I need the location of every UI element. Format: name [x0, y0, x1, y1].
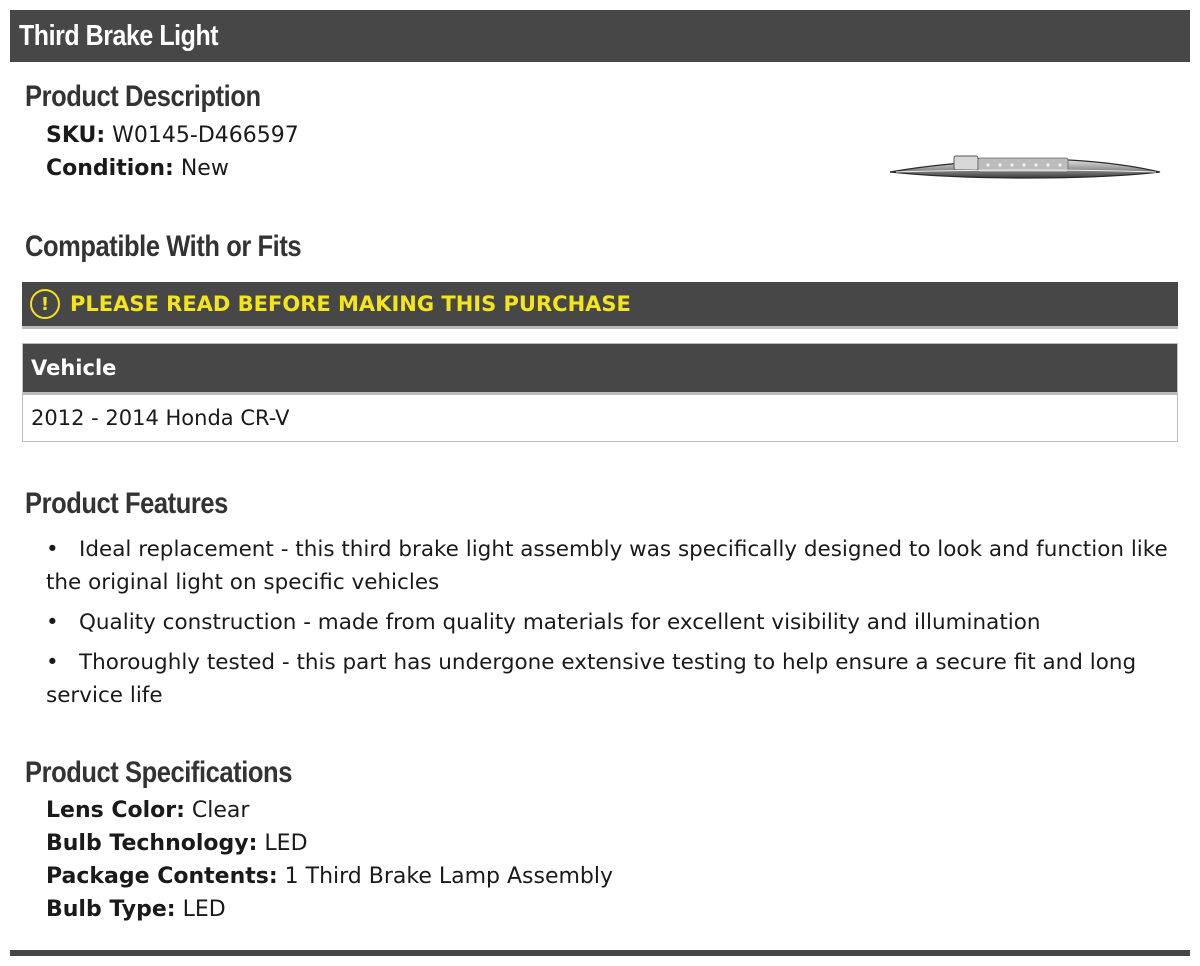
- bottom-divider: [10, 950, 1190, 956]
- description-heading: Product Description: [25, 80, 261, 113]
- spec-label: Bulb Technology:: [46, 831, 258, 856]
- sku-line: [46, 120, 299, 152]
- spec-value: LED: [182, 897, 226, 922]
- page-title-bar: [10, 10, 1190, 62]
- purchase-notice: [22, 282, 1178, 329]
- spec-value: 1 Third Brake Lamp Assembly: [284, 864, 614, 889]
- spec-line: [46, 795, 249, 827]
- vehicle-table-header: Vehicle: [23, 344, 1177, 395]
- spec-value: Clear: [191, 798, 250, 823]
- spec-value: LED: [264, 831, 308, 856]
- specs-heading: Product Specifications: [25, 756, 292, 789]
- vehicle-table-row: 2012 - 2014 Honda CR-V: [31, 406, 290, 430]
- page-title: Third Brake Light: [19, 20, 219, 52]
- notice-text: PLEASE READ BEFORE MAKING THIS PURCHASE: [70, 292, 631, 316]
- list-item: • Ideal replacement - this third brake light assembly was specifically designed to look and function like the original light on specific vehicles: [46, 537, 1168, 595]
- condition-label: Condition:: [46, 156, 174, 181]
- features-heading: Product Features: [25, 487, 228, 520]
- list-item: • Quality construction - made from quality materials for excellent visibility and illumination: [46, 610, 1041, 635]
- product-image: [888, 150, 1163, 186]
- feature-text: Quality construction - made from quality materials for excellent visibility and illumination: [79, 610, 1041, 635]
- list-item: • Thoroughly tested - this part has undergone extensive testing to help ensure a secure fit and long service life: [46, 650, 1137, 708]
- sku-value: W0145-D466597: [112, 123, 299, 148]
- compat-heading: Compatible With or Fits: [25, 230, 302, 263]
- spec-line: [46, 894, 226, 926]
- spec-label: Lens Color:: [46, 798, 185, 823]
- spec-label: Package Contents:: [46, 864, 278, 889]
- condition-line: [46, 153, 229, 185]
- feature-text: Thoroughly tested - this part has undergone extensive testing to help ensure a secure fit and long service life: [46, 650, 1137, 708]
- spec-line: [46, 861, 613, 893]
- features-list: [46, 533, 1181, 719]
- alert-circle-icon: !: [30, 289, 60, 319]
- condition-value: New: [180, 156, 229, 181]
- sku-label: SKU:: [46, 123, 106, 148]
- feature-text: Ideal replacement - this third brake light assembly was specifically designed to look and function like the original light on specific vehicles: [46, 537, 1168, 595]
- spec-label: Bulb Type:: [46, 897, 176, 922]
- vehicle-table: [22, 343, 1178, 442]
- spec-line: [46, 828, 308, 860]
